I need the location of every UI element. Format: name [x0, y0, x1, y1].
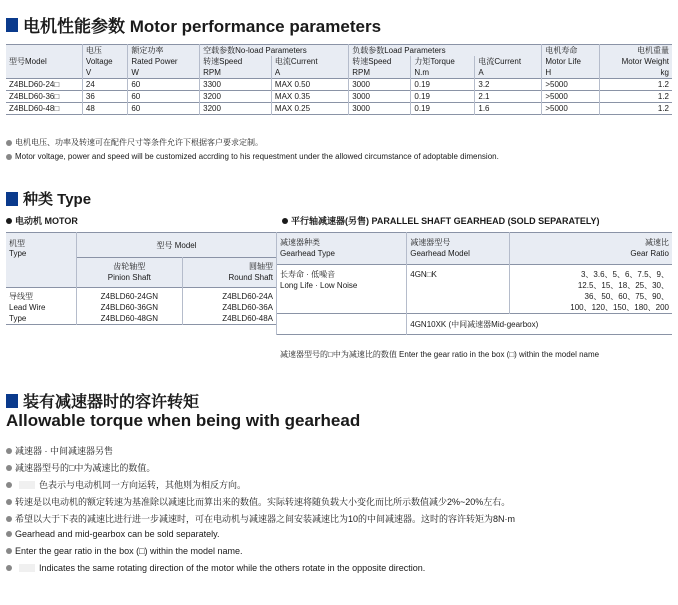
square-bullet-icon: [6, 192, 18, 206]
bullet-icon: [6, 516, 12, 522]
table-row: 100、120、150、180、200: [277, 302, 673, 314]
bullet-icon: [6, 140, 12, 146]
torque-bullet: 希望以大于下表的减速比进行进一步减速时，可在电动机与减速器之间安装减速比为10的中间减速器。这时的容许转矩为8N·m: [6, 512, 515, 525]
h-model: 型号Model: [6, 45, 82, 79]
performance-table: 型号Model 电压 额定功率 空载参数No-load Parameters 负载参数Load Parameters 电机寿命 电机重量 Voltage Rated Power 转速Speed 电流Current 转速Speed 力矩Torque 电流Current Motor Life Motor Weight V W RPM A RPM N.m A H kg Z4BLD60-24□ 24 60 3300 MAX 0.50 3000 0.19 3.2 >5000 1.2 Z4BLD60-36□ 36 60 3200 MAX 0.35 3000 0.19 2.1 >5000 1.2 Z4BLD60-48□ 48 60 3200 MAX 0.25 3000 0.19 1.6 >5000 1.2: [6, 44, 672, 115]
bullet-icon: [6, 448, 12, 454]
square-bullet-icon: [6, 18, 18, 32]
table-row: Z4BLD60-24□ 24 60 3300 MAX 0.50 3000 0.19 3.2 >5000 1.2: [6, 79, 672, 91]
torque-bullet: Gearhead and mid-gearbox can be sold separately.: [6, 529, 219, 539]
bullet-icon: [282, 218, 288, 224]
perf-note-en: Motor voltage, power and speed will be customized accrding to his requestment under the allowed circumstance of adoptable dimension.: [6, 152, 499, 161]
table-row: 长寿命 · 低噪音 4GN□K 3、3.6、5、6、7.5、9、: [277, 265, 673, 281]
torque-bullet: Indicates the same rotating direction of the motor while the others rotate in the opposite direction.: [6, 563, 425, 573]
h-load: 负载参数Load Parameters: [349, 45, 542, 57]
table-row: Type Z4BLD60-48GN Z4BLD60-48A: [6, 313, 276, 325]
bullet-icon: [6, 565, 12, 571]
gear-subtitle: 平行轴减速器(另售) PARALLEL SHAFT GEARHEAD (SOLD SEPARATELY): [282, 214, 600, 227]
gear-note: 减速器型号的□中为减速比的数值 Enter the gear ratio in the box (□) within the model name: [280, 350, 600, 359]
bullet-icon: [6, 548, 12, 554]
h-motor-model: 型号 Model: [77, 233, 277, 258]
type-title: 种类 Type: [23, 191, 92, 208]
table-row: 导线型 Z4BLD60-24GN Z4BLD60-24A: [6, 288, 276, 303]
motor-table: 机型 Type 型号 Model 齿轮轴型 圆轴型 Pinion Shaft Round Shaft 导线型 Z4BLD60-24GN Z4BLD60-24A Lead Wire Z4BLD60-36GN Z4BLD60-36A Type Z4BLD60-48GN Z4BLD60-48A: [6, 232, 276, 325]
torque-bullet: 转速是以电动机的额定转速为基准除以减速比而算出来的数值。实际转速将随负载大小变化而比所示数值减少2%~20%左右。: [6, 495, 510, 508]
section-title-torque: [6, 389, 199, 412]
bullet-icon: [6, 499, 12, 505]
bullet-icon: [6, 218, 12, 224]
h-noload: 空载参数No-load Parameters: [200, 45, 349, 57]
gear-table: 减速器种类 减速器型号 减速比 Gearhead Type Gearhead Model Gear Ratio 长寿命 · 低噪音 4GN□K 3、3.6、5、6、7.5、9、 Long Life · Low Noise 12.5、15、18、25、30、 36、50、60、75、90、 100、120、150、180、200 4GN10XK (中间减速器Mid-gearbox): [276, 232, 672, 335]
motor-subtitle: 电动机 MOTOR: [6, 214, 78, 227]
table-row: Z4BLD60-36□ 36 60 3200 MAX 0.35 3000 0.19 2.1 >5000 1.2: [6, 91, 672, 103]
table-row: Lead Wire Z4BLD60-36GN Z4BLD60-36A: [6, 302, 276, 313]
torque-bullet: 色表示与电动机同一方向运转，其他则为相反方向。: [6, 478, 246, 491]
performance-title: 电机性能参数 Motor performance parameters: [23, 17, 382, 36]
torque-bullet: Enter the gear ratio in the box (□) within the model name.: [6, 546, 243, 556]
h-motor-type: 机型 Type: [6, 233, 77, 288]
bullet-icon: [6, 154, 12, 160]
torque-title-en: Allowable torque when being with gearhead: [6, 411, 361, 430]
section-title-performance: [6, 12, 381, 37]
table-row: 4GN10XK (中间减速器Mid-gearbox): [277, 314, 673, 335]
section-title-type: [6, 188, 91, 209]
perf-note-cn: 电机电压、功率及转速可在配件尺寸等条件允许下根据客户要求定制。: [6, 137, 263, 148]
torque-bullet: 减速器型号的□中为减速比的数值。: [6, 461, 155, 474]
torque-title: 装有减速器时的容许转矩: [23, 394, 200, 411]
table-row: 36、50、60、75、90、: [277, 291, 673, 302]
color-swatch: [19, 481, 35, 489]
torque-bullet: 减速器 · 中间减速器另售: [6, 444, 113, 457]
bullet-icon: [6, 465, 12, 471]
table-row: Long Life · Low Noise 12.5、15、18、25、30、: [277, 280, 673, 291]
table-row: Z4BLD60-48□ 48 60 3200 MAX 0.25 3000 0.19 1.6 >5000 1.2: [6, 103, 672, 115]
color-swatch: [19, 564, 35, 572]
square-bullet-icon: [6, 394, 18, 408]
bullet-icon: [6, 482, 12, 488]
bullet-icon: [6, 531, 12, 537]
